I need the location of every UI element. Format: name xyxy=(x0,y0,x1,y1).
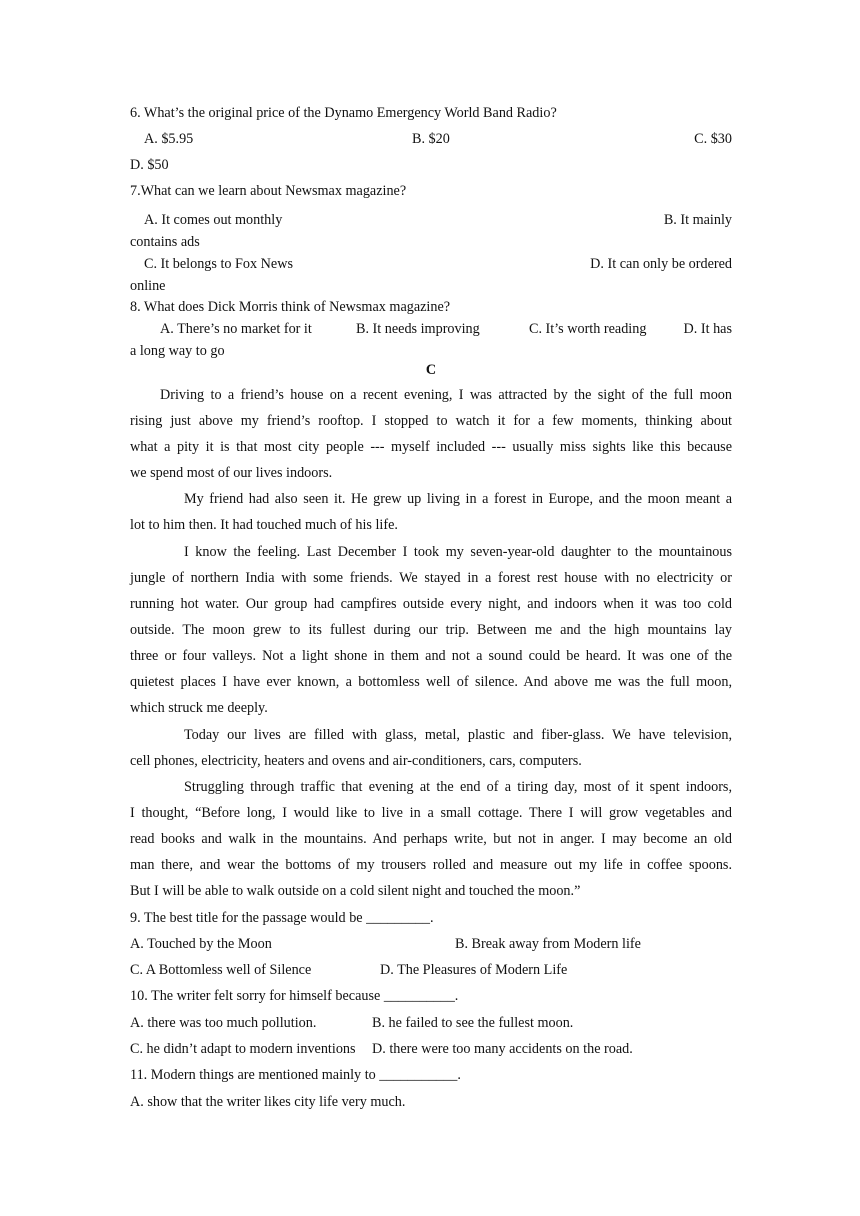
passage-line: lot to him then. It had touched much of his life. xyxy=(130,517,398,533)
q7-option-d: D. It can only be ordered xyxy=(590,256,732,272)
passage-line: what a pity it is that most city people --- myself included --- usually miss sights like this because xyxy=(130,439,732,455)
q8-option-b: B. It needs improving xyxy=(356,321,480,337)
section-label: C xyxy=(425,362,437,378)
q10-option-b: B. he failed to see the fullest moon. xyxy=(372,1015,574,1031)
q10-option-d: D. there were too many accidents on the road. xyxy=(372,1041,633,1057)
q7-option-c: C. It belongs to Fox News xyxy=(144,256,293,272)
passage-line: quietest places I have ever known, a bottomless well of silence. And above me was the full moon, xyxy=(130,674,732,690)
passage-line: My friend had also seen it. He grew up living in a forest in Europe, and the moon meant a xyxy=(184,491,732,507)
passage-line: running hot water. Our group had campfires outside every night, and indoors when it was too cold xyxy=(130,596,732,612)
passage-line: outside. The moon grew to its fullest during our trip. Between me and the high mountains lay xyxy=(130,622,732,638)
q8-option-d-cont: a long way to go xyxy=(130,343,225,359)
question-10: 10. The writer felt sorry for himself because __________. xyxy=(130,988,459,1004)
passage-line: read books and walk in the mountains. And perhaps write, but not in anger. I may become an old xyxy=(130,831,732,847)
passage-line: Struggling through traffic that evening at the end of a tiring day, most of it spent indoors, xyxy=(184,779,732,795)
q8-option-c: C. It’s worth reading xyxy=(529,321,647,337)
q11-option-a: A. show that the writer likes city life very much. xyxy=(130,1094,406,1110)
passage-line: I thought, “Before long, I would like to live in a small cottage. There I will grow vegetables and xyxy=(130,805,732,821)
q10-option-a: A. there was too much pollution. xyxy=(130,1015,317,1031)
passage-line: rising just above my friend’s rooftop. I stopped to watch it for a few moments, thinking about xyxy=(130,413,732,429)
question-8: 8. What does Dick Morris think of Newsmax magazine? xyxy=(130,299,451,315)
q8-option-a: A. There’s no market for it xyxy=(160,321,312,337)
q9-option-c: C. A Bottomless well of Silence xyxy=(130,962,312,978)
passage-line: But I will be able to walk outside on a cold silent night and touched the moon.” xyxy=(130,883,581,899)
q7-option-a: A. It comes out monthly xyxy=(144,212,283,228)
passage-line: which struck me deeply. xyxy=(130,700,268,716)
q6-option-c: C. $30 xyxy=(694,131,732,147)
passage-line: jungle of northern India with some friends. We stayed in a forest rest house with no electricity or xyxy=(130,570,732,586)
q6-option-b: B. $20 xyxy=(412,131,450,147)
passage-line: I know the feeling. Last December I took my seven-year-old daughter to the mountainous xyxy=(184,544,732,560)
q7-option-d-cont: online xyxy=(130,278,166,294)
question-6: 6. What’s the original price of the Dynamo Emergency World Band Radio? xyxy=(130,105,557,121)
q6-option-a: A. $5.95 xyxy=(144,131,194,147)
q6-option-d: D. $50 xyxy=(130,157,169,173)
passage-line: three or four valleys. Not a light shone in them and not a sound could be heard. It was one of the xyxy=(130,648,732,664)
q10-option-c: C. he didn’t adapt to modern inventions xyxy=(130,1041,356,1057)
q7-option-b: B. It mainly xyxy=(663,212,732,228)
question-11: 11. Modern things are mentioned mainly to ___________. xyxy=(130,1067,461,1083)
passage-line: man there, and wear the bottoms of my trousers rolled and measure out my life in coffee spoons. xyxy=(130,857,732,873)
q8-option-d: D. It has xyxy=(683,321,732,337)
passage-line: Driving to a friend’s house on a recent evening, I was attracted by the sight of the full moon xyxy=(160,387,732,403)
passage-line: cell phones, electricity, heaters and ovens and air-conditioners, cars, computers. xyxy=(130,753,582,769)
question-7: 7.What can we learn about Newsmax magazine? xyxy=(130,183,407,199)
q9-option-b: B. Break away from Modern life xyxy=(455,936,641,952)
question-9: 9. The best title for the passage would be _________. xyxy=(130,910,434,926)
q7-option-b-cont: contains ads xyxy=(130,234,200,250)
q9-option-a: A. Touched by the Moon xyxy=(130,936,272,952)
q9-option-d: D. The Pleasures of Modern Life xyxy=(380,962,568,978)
passage-line: we spend most of our lives indoors. xyxy=(130,465,333,481)
passage-line: Today our lives are filled with glass, metal, plastic and fiber-glass. We have television, xyxy=(184,727,732,743)
